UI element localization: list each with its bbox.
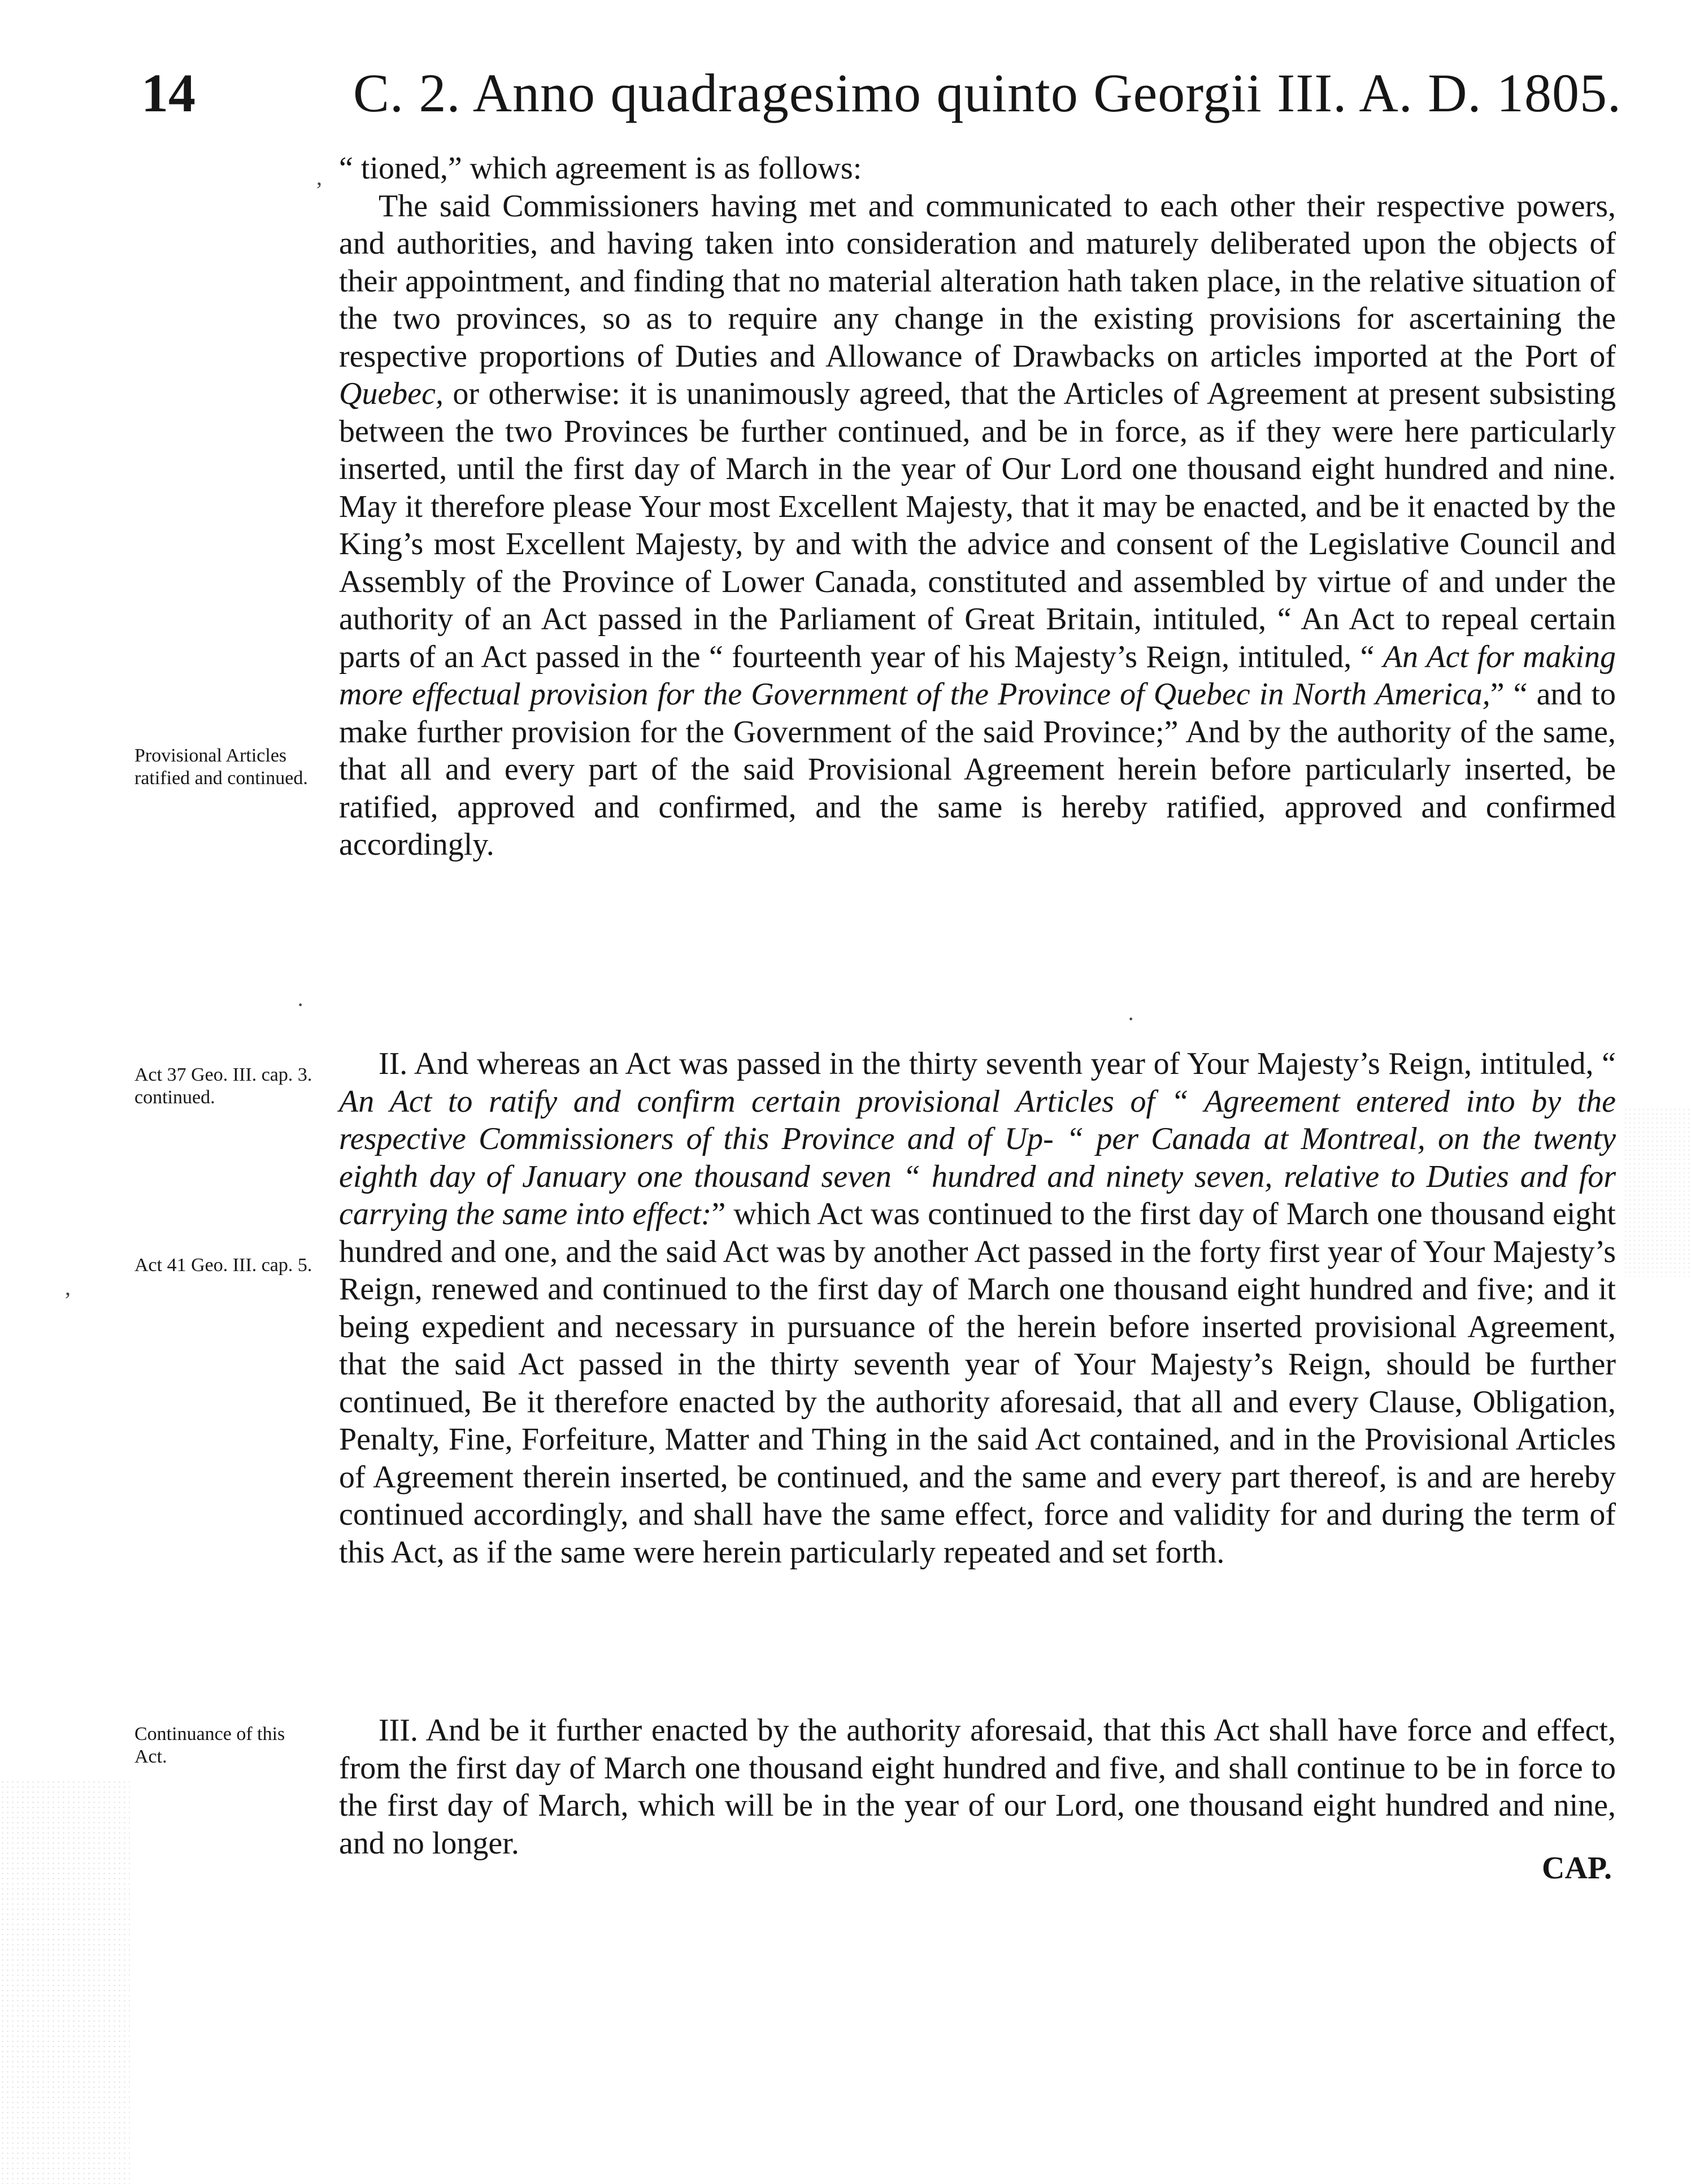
page-header [141, 54, 1622, 133]
page-number: 14 [141, 63, 195, 123]
margin-note-continuance: Continuance of this Act. [134, 1724, 285, 1767]
catchword: CAP. [1542, 1851, 1612, 1886]
section-ii-body [339, 1045, 1616, 1571]
scan-mark: · [1127, 1006, 1135, 1032]
scan-mark: , [65, 1274, 71, 1300]
italic-act-title: An Act to ratify and confirm certain provisional Articles of “ Agreement entered into by the respective Commissioners of this Province and of Up- “ per Canada at Montreal, on the twenty eighth day of January one thousand seven “ hundred and ninety seven, relative to Duties and for carrying the same into effect: [339, 1084, 1616, 1232]
section-text: II. And whereas an Act was passed in the thirty seventh year of Your Majesty’s Reign, intituled, “ [379, 1046, 1616, 1081]
paragraph-body [339, 188, 1616, 864]
paragraph-text: or otherwise: it is unanimously agreed, that the Articles of Agreement at present subsisting between the two Provinces be further continued, and be in force, as if they were here particularly inserted, until the first day of March in the year of Our Lord one thousand eight hundred and nine. May it therefore please Your most Excellent Majesty, that it may be enacted, and be it enacted by the King’s most Excellent Majesty, by and with the advice and consent of the Legislative Council and Assembly of the Province of Lower Canada, constituted and assembled by virtue of and under the authority of an Act passed in the Parliament of Great Britain, intituled, “ An Act to repeal certain parts of an Act passed in the “ fourteenth year of his Majesty’s Reign, intituled, “ [339, 376, 1616, 675]
margin-note-act-41: Act 41 Geo. III. cap. 5. [134, 1255, 312, 1276]
section-text: ” which Act was continued to the first day of March one thousand eight hundred and one, and the said Act was by another Act passed in the forty first year of Your Majesty’s Reign, renewed and continued to the first day of March one thousand eight hundred and five; and it being expedient and necessary in pursuance of the herein before inserted provisional Agreement, that the said Act passed in the thirty seventh year of Your Majesty’s Reign, should be further continued, Be it therefore enacted by the authority aforesaid, that all and every Clause, Obligation, Penalty, Fine, Forfeiture, Matter and Thing in the said Act contained, and in the Provisional Articles of Agreement therein inserted, be continued, and the same and every part thereof, is and are hereby continued accordingly, and shall have the same effect, force and validity for and during the term of this Act, as if the same were herein particularly repeated and set forth. [339, 1197, 1616, 1570]
margin-note-provisional-articles: Provisional Articles ratified and continued. [134, 745, 308, 789]
paragraph-provisional-agreement [339, 150, 1616, 864]
paragraph-text: The said Commissioners having met and communicated to each other their respective powers, and authorities, and having taken into consideration and maturely deliberated upon the objects of their appointment, and finding that no material alteration hath taken place, in the relative situation of the two provinces, so as to require any change in the existing provisions for ascertaining the respective proportions of Duties and Allowance of Drawbacks on articles imported at the Port of [339, 188, 1616, 374]
scan-mark: , [316, 164, 322, 190]
section-iii [339, 1712, 1616, 1862]
italic-act-title: An Act for making more effectual provision for the Government of the Province of Quebec in North America, [339, 639, 1616, 712]
paragraph-lead: “ tioned,” which agreement is as follows: [339, 151, 862, 186]
scan-noise-right [1623, 1107, 1691, 1277]
running-title: C. 2. Anno quadragesimo quinto Georgii III. A. D. 1805. [353, 63, 1622, 123]
scan-noise-left [0, 1780, 130, 2184]
italic-place-name: Quebec, [339, 376, 444, 411]
paragraph-text: ” “ and to make further provision for the Government of the said Province;” And by the authority of the same, that all and every part of the said Provisional Agreement herein before particularly inserted, be ratified, approved and confirmed, and the same is hereby ratified, approved and confirmed accordingly. [339, 677, 1616, 862]
section-ii [339, 1045, 1616, 1571]
margin-note-act-37: Act 37 Geo. III. cap. 3. continued. [134, 1064, 312, 1108]
scan-mark: · [297, 992, 305, 1017]
section-iii-body: III. And be it further enacted by the authority aforesaid, that this Act shall have force and effect, from the first day of March one thousand eight hundred and five, and shall continue to be in force to the first day of March, which will be in the year of our Lord, one thousand eight hundred and nine, and no longer. [339, 1713, 1616, 1861]
